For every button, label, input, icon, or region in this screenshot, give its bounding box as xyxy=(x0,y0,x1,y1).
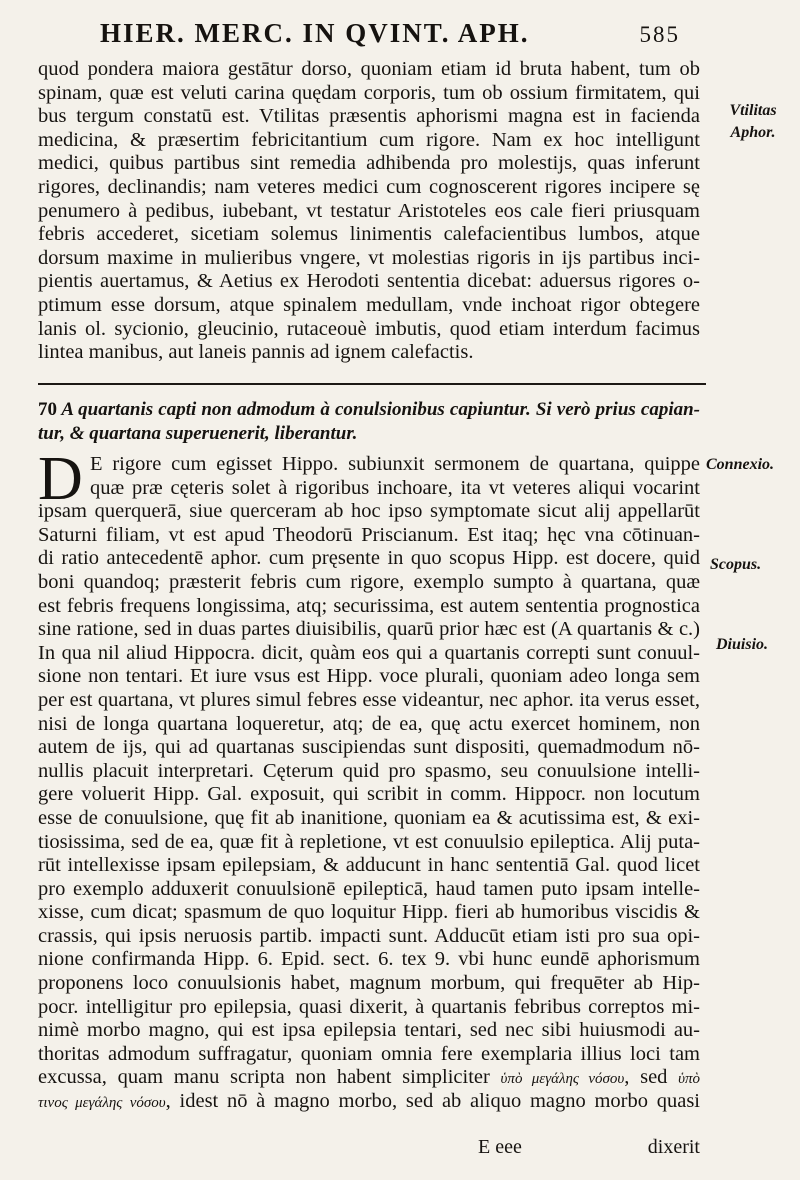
text-line: dorsum maxime in mulieribus vngere, vt molestias rigoris in ijs partibus inci- xyxy=(38,246,700,269)
text-line: E rigore cum egisset Hippo. subiunxit sermonem de quartana, quippe xyxy=(90,453,700,475)
text-segment: , sed xyxy=(624,1066,668,1089)
text-line: ipsam querquerā, siue querceram ab hoc ipso symptomate sicut alij appellarūt xyxy=(38,500,700,523)
text-line: spinam, quæ est veluti carina quędam corporis, tum ob ossium firmitatem, qui xyxy=(38,81,700,104)
aphorism-number: 70 xyxy=(38,399,57,420)
commentary-block xyxy=(38,445,700,1114)
text-line: quod pondera maiora gestātur dorso, quoniam etiam id bruta habent, tum ob xyxy=(38,58,700,80)
text-line: di ratio antecedentē aphor. cum pręsente in quo scopus Hipp. est docere, quid xyxy=(38,547,700,570)
text-line: per est quartana, vt plures simul febres esse videantur, nec aphor. ita verus esset, xyxy=(38,688,700,711)
text-line: xisse, cum dicat; spasmum de quo loquitur Hipp. fieri ab humoribus viscidis & xyxy=(38,901,700,924)
text-segment: , idest nō à magno morbo, sed ab aliquo magno morbo quasi xyxy=(165,1090,700,1113)
text-line: sione non tentari. Et iure vsus est Hipp. voce plurali, quoniam adeo longa sem xyxy=(38,665,700,688)
text-line: ptimum esse dorsum, atque spinalem medullam, vnde inchoat rigor obtegere xyxy=(38,293,700,316)
text-line-with-greek xyxy=(38,1066,700,1090)
text-block-top xyxy=(38,58,700,365)
text-line: nullis placuit interpretari. Cęterum quid pro spasmo, seu conuulsione intelli- xyxy=(38,759,700,782)
text-line: pientis auertamus, & Aetius ex Herodoti sententia dicebat: aduersus rigores o- xyxy=(38,270,700,293)
text-line: quæ præ cęteris solet à rigoribus inchoare, ita vt veteres aliqui vocarint xyxy=(90,476,700,499)
page-number: 585 xyxy=(639,22,680,47)
text-line: medici, quibus partibus sint remedia adhibenda pro molestijs, quas inferunt xyxy=(38,152,700,175)
aphorism-line-1 xyxy=(38,398,700,422)
text-line: boni quandoq; præsterit febris cum rigore, exemplo sumpto à quartana, quæ xyxy=(38,570,700,593)
margin-note-utilitas: Vtilitas Aphor. xyxy=(729,102,777,141)
text-line: lintea manibus, aut laneis pannis ad ignem calefactis. xyxy=(38,341,474,364)
text-line: tiosissima, sed de ea, quæ fit à repletione, vt est conuulsio epileptica. Alij puta- xyxy=(38,830,700,853)
text-line: pocr. intelligitur pro epilepsia, quasi dixerit, à quartanis febribus correptos mi- xyxy=(38,995,700,1018)
running-title: HIER. MERC. IN QVINT. APH. xyxy=(100,18,530,48)
page-header xyxy=(100,18,680,52)
text-line: esse de conuulsione, quę fit ab inanitione, quoniam ea & acutissima est, & exi- xyxy=(38,806,700,829)
text-line: bus tergum constatū est. Vtilitas præsentis aphorismi magna est in facienda xyxy=(38,105,700,128)
section-divider xyxy=(38,383,706,385)
aphorism-line-2: tur, & quartana superuenerit, liberantur. xyxy=(38,422,358,444)
text-line: crassis, qui ipsis neruosis partib. impacti sunt. Adducūt etiam isti pro sua opi- xyxy=(38,924,700,947)
text-line: penumero à pedibus, iubebant, vt testatur Aristoteles eos cale fieri priusquam xyxy=(38,199,700,222)
text-line: proponens loco conuulsionis habet, magnum morbum, qui frequēter ab Hip- xyxy=(38,972,700,995)
text-line: medicina, & præsertim febricitantium cum rigore. Nam ex hoc intelligunt xyxy=(38,128,700,151)
text-segment: excussa, quam manu scripta non habent simpliciter xyxy=(38,1066,490,1089)
text-line: nimè morbo magno, qui est ipsa epilepsia tentari, sed nec sibi huiusmodi au- xyxy=(38,1019,700,1042)
text-line: pro exemplo adduxerit conuulsionē epilepticā, haud tamen puto ipsam intelle- xyxy=(38,877,700,900)
text-line: lanis ol. sycionio, gleucinio, rutaceouè imbutis, quod etiam interdum facimus xyxy=(38,317,700,340)
text-line: autem de ijs, qui ad quartanas suscipiendas sunt dispositi, quemadmodum nō- xyxy=(38,736,700,759)
text-line: In qua nil aliud Hippocra. dicit, quàm eos qui a quartanis correpti sunt conuul- xyxy=(38,641,700,664)
aphorism-text: A quartanis capti non admodum à conulsionibus capiuntur. Si verò prius capian- xyxy=(61,399,700,420)
catchword: dixerit xyxy=(647,1136,700,1158)
greek-word: ὑπὸ xyxy=(678,1071,700,1088)
margin-note-diuisio: Diuisio. xyxy=(716,636,769,653)
greek-phrase: τινος μεγάλης νόσου xyxy=(38,1095,166,1112)
text-line: est febris frequens longissima, atq; securissima, est autem sententia prognostica xyxy=(38,594,700,617)
text-line: thoritas admodum suffragatur, quoniam omnia fere exemplaria illius loci tam xyxy=(38,1042,700,1065)
text-line: nisi de longa quartana loqueretur, atq; de ea, quę actu exercet hominem, non xyxy=(38,712,700,735)
text-line-with-greek xyxy=(38,1090,700,1114)
margin-note-connexio: Connexio. xyxy=(706,456,775,473)
text-line: rigores, declinandis; nam veteres medici cum cognoscerent rigores incipere sę xyxy=(38,175,700,198)
text-line: sine ratione, sed in duas partes diuisibilis, quarū prior hæc est (A quartanis & c.) xyxy=(38,618,700,641)
text-line: febris accederet, sicetiam solemus linimentis calefacientibus lumbos, atque xyxy=(38,223,700,246)
text-line: nione confirmanda Hipp. 6. Epid. sect. 6. tex 9. vbi hunc eundē aphorismum xyxy=(38,948,700,971)
aphorism-block xyxy=(38,398,700,445)
catchline xyxy=(38,1136,700,1162)
margin-note-scopus: Scopus. xyxy=(710,556,762,573)
greek-phrase: ὑπὸ μεγάλης νόσου xyxy=(500,1071,625,1088)
text-line: rūt intellexisse ipsam epilepsiam, & adducunt in hanc sententiā Gal. quod licet xyxy=(38,854,700,877)
text-line: Saturni filiam, vt est apud Theodorū Priscianum. Est itaq; hęc vna cōtinuan- xyxy=(38,523,700,546)
text-line: gere voluerit Hipp. Gal. exposuit, qui scribit in comm. Hippocr. non locutum xyxy=(38,783,700,806)
drop-cap: D xyxy=(38,445,83,513)
signature-mark: E eee xyxy=(478,1136,522,1158)
